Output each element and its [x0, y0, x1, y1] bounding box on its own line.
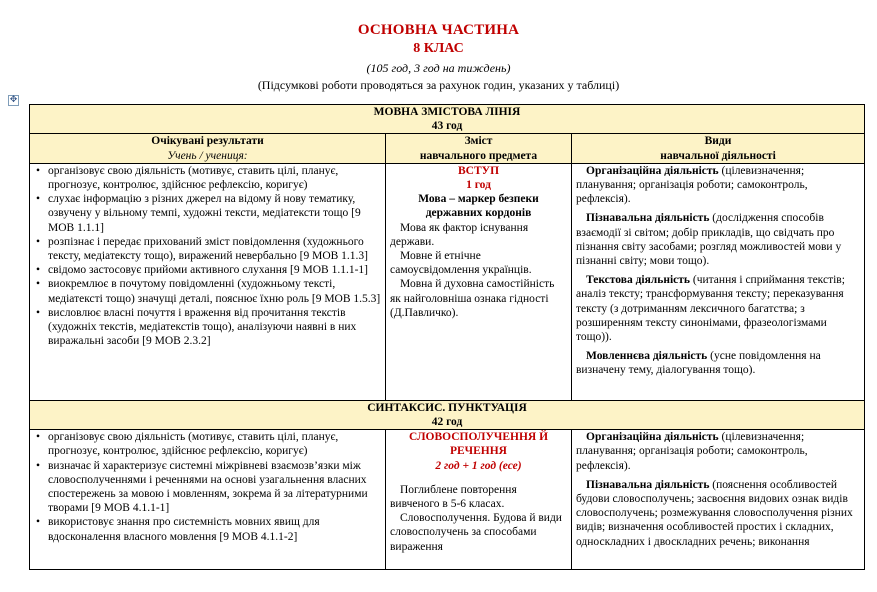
activity-text: (читання і сприймання текстів; аналіз тексту; трансформування тексту; переказування тексту (з дотриманням лексичного багатства; з розширенням тексту синонімами, фразеологізмами тощо)). — [576, 274, 845, 344]
activity-label: Мовленнєва діяльність — [586, 350, 708, 363]
activity-paragraph — [576, 211, 860, 268]
column-header-results: Очікувані результати — [151, 135, 264, 148]
activity-text: (пояснення особливостей будови словосполучень; засвоєння видових ознак видів словосполучень; розмежування словосполучення різних видів; визначення особливостей простих і складних, односкладних і двоскладних речень; виконання — [576, 478, 853, 548]
list-item: • визначає й характеризує системні міжрівневі взаємозв’язки між словосполученнями і реченнями на основі узагальнення власних спостережень за мовою і мовленням, зокрема й за літературними творами [9 МОВ 4.1.1-1] — [34, 459, 381, 516]
topic-hours: 2 год + 1 год (есе) — [435, 459, 522, 472]
list-item: • використовує знання про системність мовних явищ для вдосконалення власного мовлення [9 МОВ 4.1.1-2] — [34, 515, 381, 543]
topic-subtitle: Мова – маркер безпеки державних кордонів — [418, 193, 539, 220]
column-header-activity-2: навчальної діяльності — [660, 149, 776, 162]
activity-label: Текстова діяльність — [586, 274, 690, 287]
list-item: • свідомо застосовує прийоми активного слухання [9 МОВ 1.1.1-1] — [34, 263, 381, 277]
topic-hours: 1 год — [466, 179, 491, 192]
activity-label: Організаційна діяльність — [586, 164, 719, 177]
move-cross-icon[interactable]: ✥ — [9, 95, 18, 105]
content-paragraph: Мовна й духовна самостійність як найголовніша ознака гідності (Д.Павличко). — [390, 278, 555, 319]
list-item: • виокремлює в почутому повідомленні (художньому тексті, медіатексті тощо) значущі деталі, пояснює їхню роль [9 МОВ 1.5.3] — [34, 277, 381, 305]
activity-paragraph — [576, 273, 860, 344]
section-title: МОВНА ЗМІСТОВА ЛІНІЯ — [373, 106, 521, 118]
topic-title: СЛОВОСПОЛУЧЕННЯ Й РЕЧЕННЯ — [408, 431, 549, 458]
list-item: • організовує свою діяльність (мотивує, ставить цілі, планує, прогнозує, контролює, здійснює рефлексію, коригує) — [34, 430, 381, 458]
spacer — [390, 473, 567, 483]
activity-paragraph — [576, 349, 860, 377]
column-header-content: Зміст — [464, 135, 493, 148]
column-header-activity: Види — [704, 135, 732, 148]
content-paragraph: Мова як фактор існування держави. — [390, 221, 529, 248]
activity-label: Пізнавальна діяльність — [586, 212, 710, 225]
activity-text: (цілевизначення; планування; організація роботи; самоконтроль, рефлексія). — [576, 164, 808, 206]
activity-text: (цілевизначення; планування; організація роботи; самоконтроль, рефлексія). — [576, 431, 808, 472]
column-headers — [30, 134, 865, 163]
list-item: • висловлює власні почуття і враження від прочитання текстів (художніх текстів, медіатекстів тощо), аналізуючи наявні в них виражальні засоби [9 МОВ 2.3.2] — [34, 306, 381, 349]
content-paragraph: Словосполучення. Будова й види словосполучень за способами вираження — [390, 512, 562, 553]
curriculum-table — [29, 104, 865, 570]
activity-label: Організаційна діяльність — [586, 431, 719, 444]
section-hours: 43 год — [431, 120, 463, 133]
summary-note: (Підсумкові роботи проводяться за рахунок годин, указаних у таблиці) — [257, 78, 620, 92]
results-list — [34, 164, 381, 349]
column-header-content-2: навчального предмета — [419, 149, 538, 162]
hours-note: (105 год, 3 год на тиждень) — [366, 61, 511, 75]
content-paragraph: Поглиблене повторення вивченого в 5-6 класах. — [390, 483, 517, 511]
activity-text: (усне повідомлення на визначену тему, діалогування тощо). — [576, 350, 821, 377]
section-hours: 42 год — [431, 416, 463, 429]
page-title: ОСНОВНА ЧАСТИНА — [357, 22, 520, 38]
table-row — [30, 163, 865, 400]
grade-heading: 8 КЛАС — [413, 41, 464, 56]
section-header-syntax — [30, 400, 865, 429]
column-header-results-sub: Учень / учениця: — [167, 149, 248, 162]
section-title: СИНТАКСИС. ПУНКТУАЦІЯ — [367, 401, 527, 414]
activity-label: Пізнавальна діяльність — [586, 478, 710, 491]
section-header-language — [30, 105, 865, 134]
table-row — [30, 430, 865, 570]
content-paragraph: Мовне й етнічне самоусвідомлення українців. — [390, 250, 532, 277]
activity-text: (дослідження способів взаємодії зі світом; добір прикладів, що свідчать про пізнання світу засобами; розгляд можливостей мови у пізнанні світу; мови тощо). — [576, 212, 842, 268]
activity-paragraph — [576, 478, 860, 549]
list-item: • розпізнає і передає прихований зміст повідомлення (художнього тексту, медіатексту тощо), виражений невербально [9 МОВ 1.1.3] — [34, 235, 381, 263]
list-item: • слухає інформацію з різних джерел на відому й нову тематику, озвучену у вільному темпі, художні тексти, медіатексти тощо [9 МОВ 1.1.1] — [34, 192, 381, 235]
results-list — [34, 430, 381, 544]
list-item: • організовує свою діяльність (мотивує, ставить цілі, планує, прогнозує, контролює, здійснює рефлексію, коригує) — [34, 164, 381, 192]
activity-paragraph — [576, 430, 860, 473]
activity-paragraph — [576, 164, 860, 207]
topic-title: ВСТУП — [457, 164, 500, 177]
